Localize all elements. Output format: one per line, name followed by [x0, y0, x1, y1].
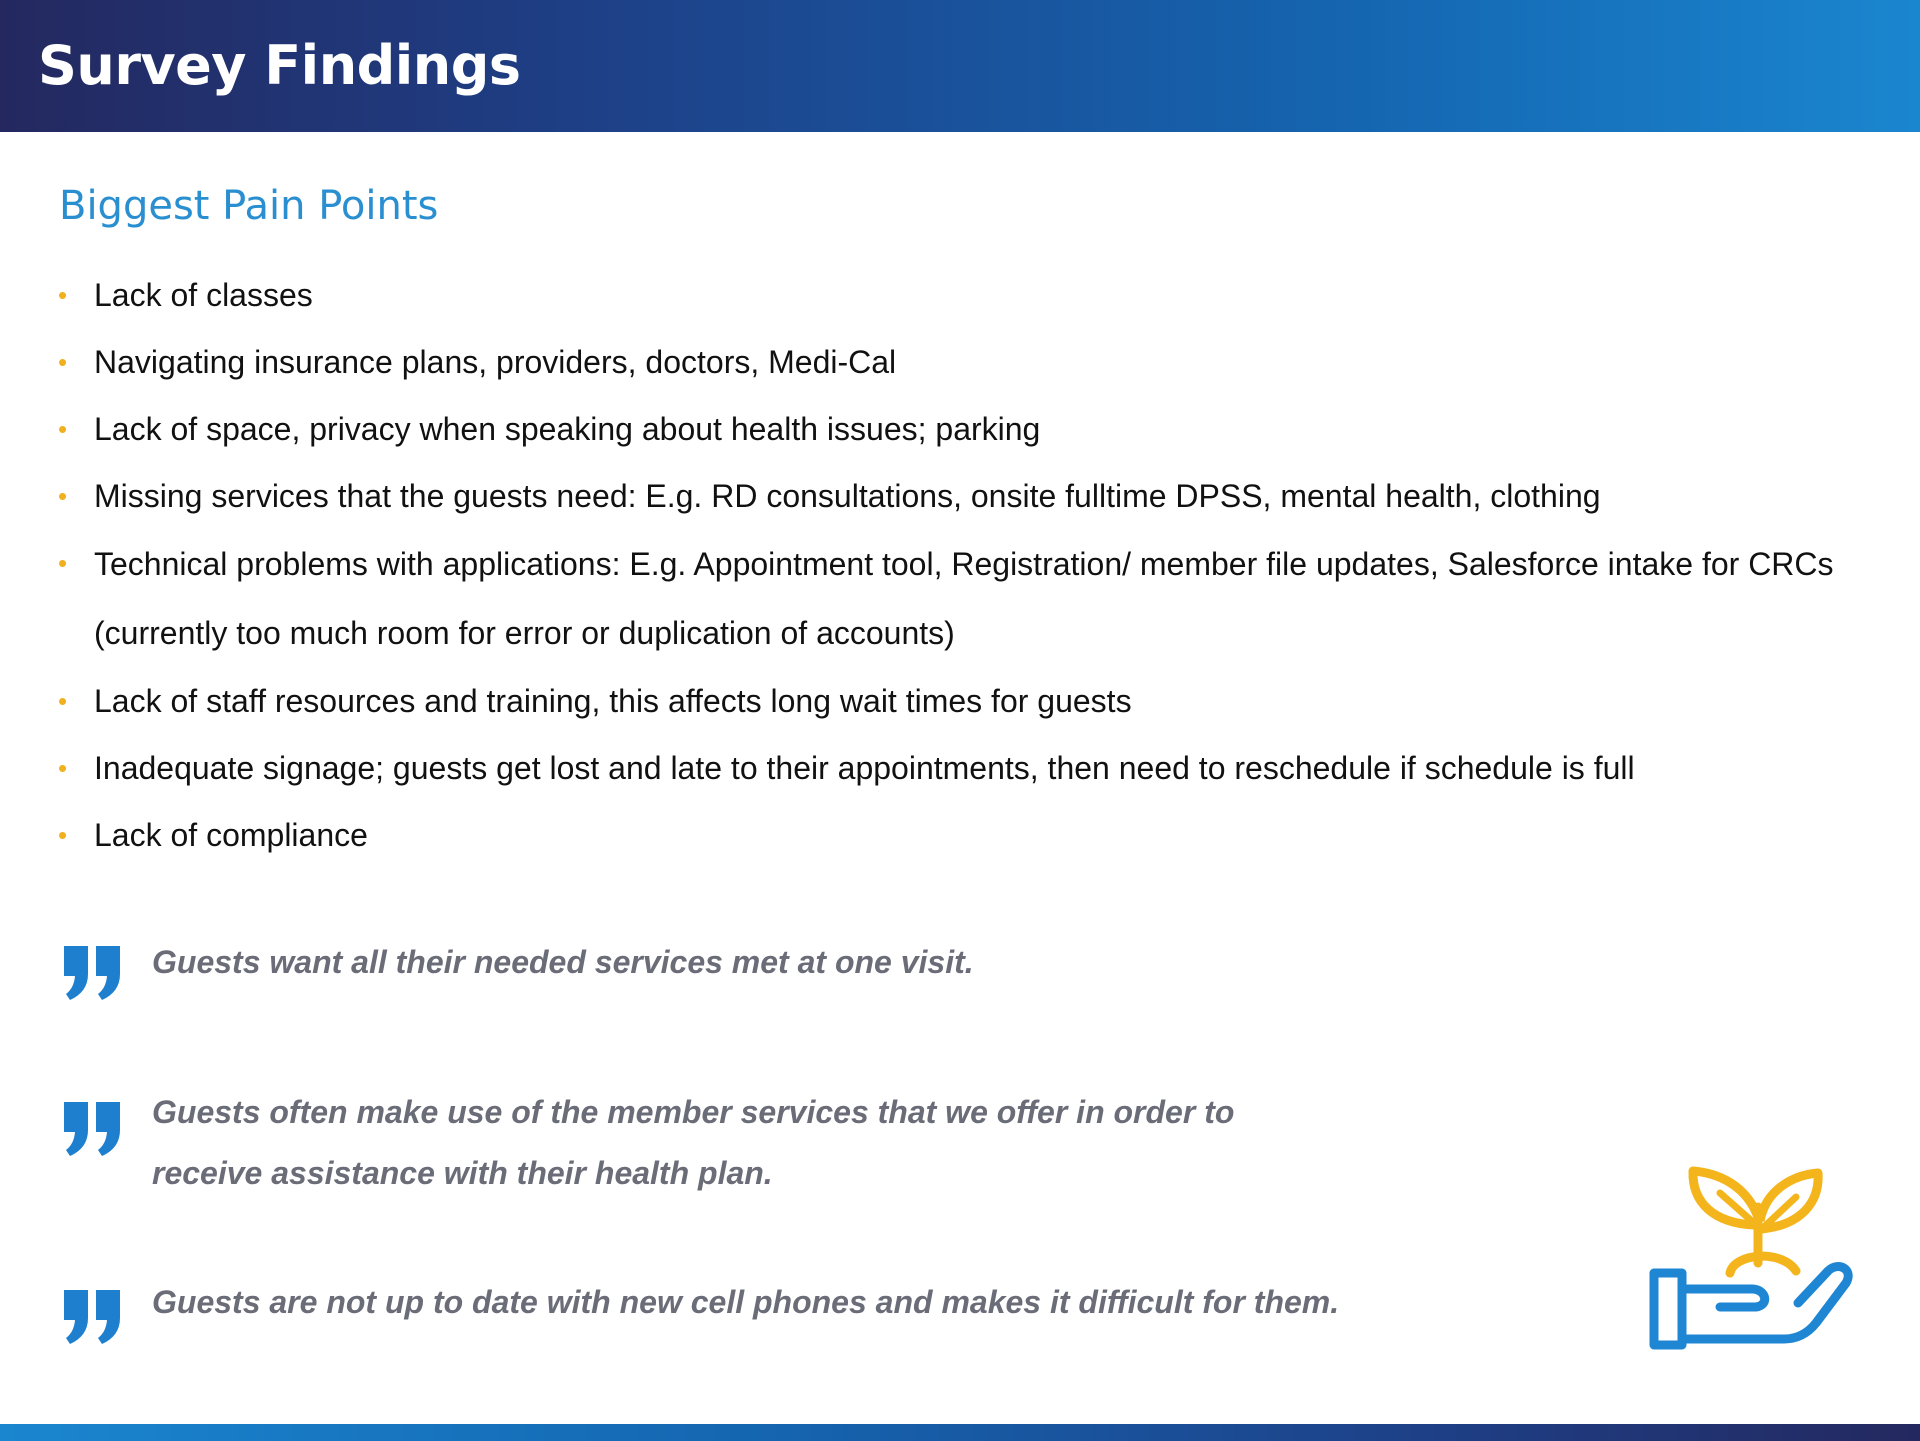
- quote-text: Guests often make use of the member services that we offer in order to receive assistance with their health plan.: [152, 1094, 1235, 1191]
- pain-point-item: [56, 530, 1886, 668]
- bullet-icon: •: [58, 481, 68, 511]
- pain-point-item: [56, 668, 1886, 735]
- quote-text: Guests are not up to date with new cell phones and makes it difficult for them.: [152, 1284, 1340, 1320]
- pain-point-text: Lack of space, privacy when speaking about health issues; parking: [94, 411, 1041, 447]
- quote-mark-icon: [62, 1290, 124, 1344]
- pain-point-text: Navigating insurance plans, providers, doctors, Medi-Cal: [94, 344, 897, 380]
- bullet-icon: •: [58, 347, 68, 377]
- pain-point-text: Missing services that the guests need: E.g. RD consultations, onsite fulltime DPSS, mental health, clothing: [94, 478, 1601, 514]
- pain-point-text: Lack of classes: [94, 277, 313, 313]
- pain-point-item: [56, 396, 1886, 463]
- header-bar: [0, 0, 1920, 132]
- pain-points-list: [56, 262, 1886, 869]
- quote-text: Guests want all their needed services met at one visit.: [152, 944, 974, 980]
- quote-mark-icon: [62, 1102, 124, 1156]
- pain-point-item: [56, 463, 1886, 530]
- pain-point-text: Inadequate signage; guests get lost and late to their appointments, then need to reschedule if schedule is full: [94, 750, 1635, 786]
- bullet-icon: •: [58, 686, 68, 716]
- pain-point-item: [56, 735, 1886, 802]
- pain-point-text: Technical problems with applications: E.g. Appointment tool, Registration/ member file updates, Salesforce intake for CRCs (currently too much room for error or duplication of accounts): [94, 546, 1834, 651]
- bullet-icon: •: [58, 548, 68, 578]
- pain-point-item: [56, 802, 1886, 869]
- bullet-icon: •: [58, 820, 68, 850]
- bullet-icon: •: [58, 753, 68, 783]
- quote-mark-icon: [62, 946, 124, 1000]
- pain-point-item: [56, 262, 1886, 329]
- bullet-icon: •: [58, 414, 68, 444]
- slide-title: Survey Findings: [38, 34, 521, 97]
- pain-point-text: Lack of compliance: [94, 817, 368, 853]
- section-heading: Biggest Pain Points: [59, 183, 439, 229]
- plant-in-hand-icon: [1648, 1145, 1858, 1355]
- pain-point-text: Lack of staff resources and training, this affects long wait times for guests: [94, 683, 1132, 719]
- pain-point-item: [56, 329, 1886, 396]
- bullet-icon: •: [58, 280, 68, 310]
- footer-bar: [0, 1424, 1920, 1441]
